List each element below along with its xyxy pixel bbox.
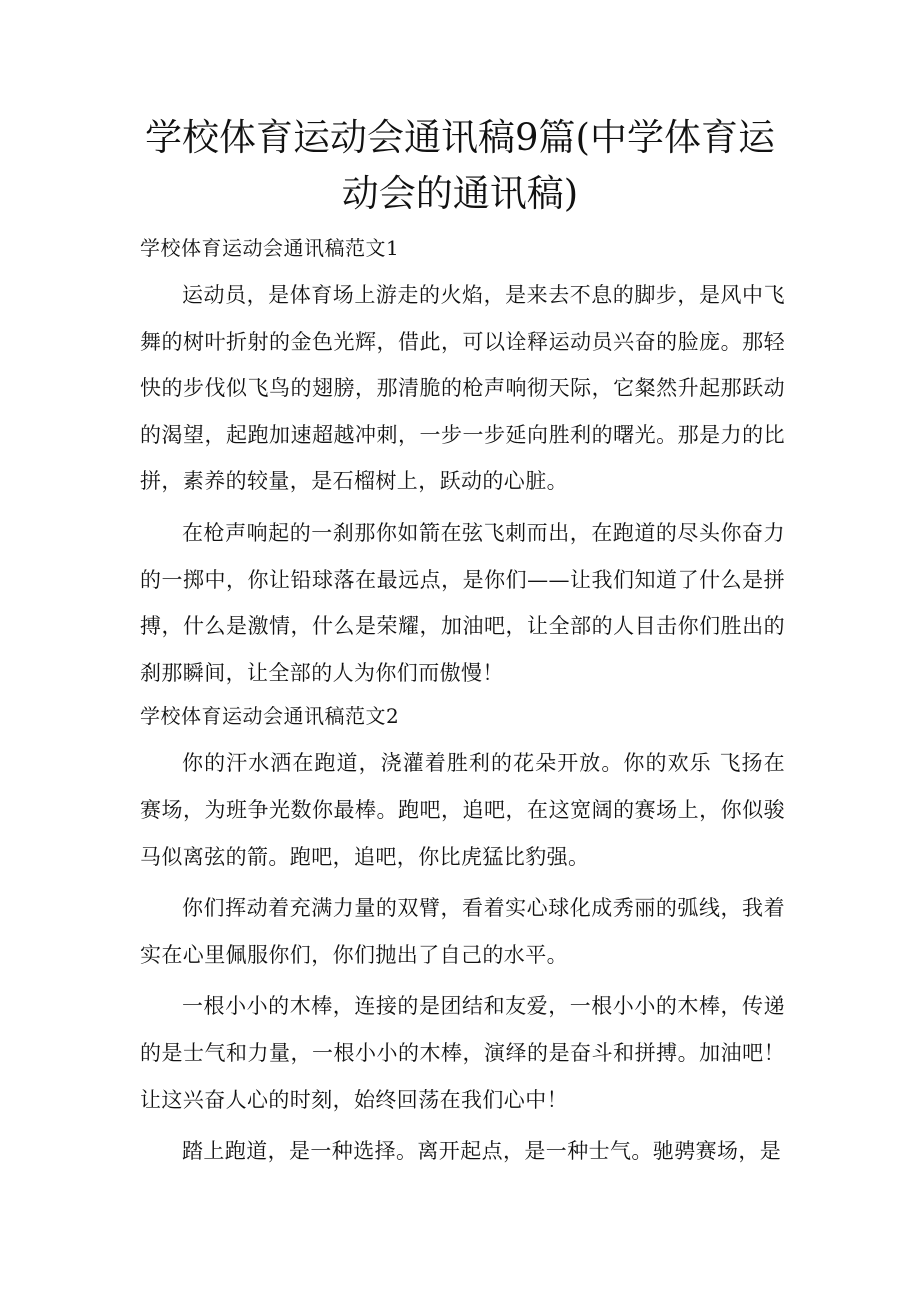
paragraph: 踏上跑道，是一种选择。离开起点，是一种士气。驰骋赛场，是 [182,1139,782,1164]
paragraph: 在枪声响起的一刹那你如箭在弦飞刺而出，在跑道的尽头你奋力的一掷中，你让铅球落在最远点，是你们——让我们知道了什么是拼搏，什么是激情，什么是荣耀，加油吧，让全部的人目击你们胜出的刹那瞬间，让全部的人为你们而傲慢！ [140,520,785,685]
paragraph: 你们挥动着充满力量的双臂，看着实心球化成秀丽的弧线，我着实在心里佩服你们，你们抛出了自己的水平。 [140,896,785,967]
paragraph: 运动员，是体育场上游走的火焰，是来去不息的脚步，是风中飞舞的树叶折射的金色光辉，借此，可以诠释运动员兴奋的脸庞。那轻快的步伐似飞鸟的翅膀，那清脆的枪声响彻天际，它粲然升起那跃动的渴望，起跑加速超越冲刺，一步一步延向胜利的曙光。那是力的比拼，素养的较量，是石榴树上，跃动的心脏。 [140,283,785,494]
document-title: 学校体育运动会通讯稿9篇(中学体育运动会的通讯稿) [145,116,775,215]
document-body [140,228,785,1175]
paragraph: 一根小小的木棒，连接的是团结和友爱，一根小小的木棒，传递的是士气和力量，一根小小的木棒，演绎的是奋斗和拼搏。加油吧！让这兴奋人心的时刻，始终回荡在我们心中！ [140,994,785,1112]
section-heading-1: 学校体育运动会通讯稿范文1 [140,236,400,260]
paragraph: 你的汗水洒在跑道，浇灌着胜利的花朵开放。你的欢乐 飞扬在赛场，为班争光数你最棒。跑吧，追吧，在这宽阔的赛场上，你似骏马似离弦的箭。跑吧，追吧，你比虎猛比豹强。 [140,751,785,869]
section-heading-2: 学校体育运动会通讯稿范文2 [140,704,400,729]
